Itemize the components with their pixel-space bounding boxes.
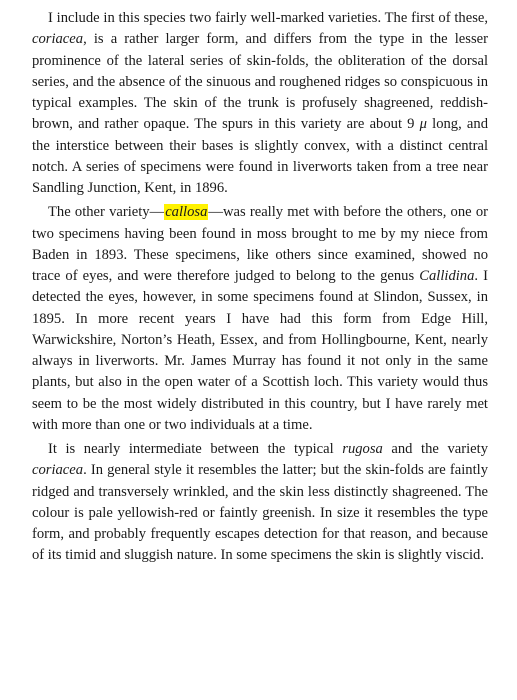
- italic-term: coriacea: [32, 462, 84, 479]
- italic-term: μ: [419, 116, 427, 133]
- text-run: —was really met with before the others, one or two specimens having been found in moss brought to me by my niece from Baden in 1893. These specimens, like others since examined, showed no trace of eyes, and were therefore judged to belong to the genus: [32, 204, 488, 284]
- text-run: . In general style it resembles the latter; but the skin-folds are faintly ridged and transversely wrinkled, and the skin less distinctly shagreened. The colour is pale yellowish-red or faintly greenish. In size it resembles the type form, and probably frequently escapes detection for that reason, and because of its timid and sluggish nature. In some specimens the skin is slightly viscid.: [32, 462, 488, 564]
- text-run: The other variety—: [48, 204, 165, 221]
- highlighted-term: callosa: [165, 204, 208, 221]
- paragraph-intermediate-form: [32, 439, 488, 567]
- text-run: . I detected the eyes, however, in some specimens found at Slindon, Sussex, in 1895. In more recent years I have had this form from Edge Hill, Warwickshire, Norton’s Heath, Essex, and from Hollingbourne, Kent, nearly always in liverworts. Mr. James Murray has found it not only in the same plants, but also in the open water of a Scottish loch. This variety would thus seem to be the most widely distributed in this country, but I have rarely met with more than one or two individuals at a time.: [32, 268, 488, 433]
- paragraph-varieties-intro: [32, 8, 488, 199]
- text-run: , is a rather larger form, and differs from the type in the lesser prominence of the lateral series of skin-folds, the obliteration of the dorsal series, and the absence of the sinuous and roughened ridges so conspicuous in typical examples. The skin of the trunk is profusely shagreened, reddish-brown, and rather opaque. The spurs in this variety are about 9: [32, 31, 488, 133]
- text-run: I include in this species two fairly well-marked varieties. The first of these,: [48, 10, 488, 26]
- text-run: long, and the interstice between their bases is slightly convex, with a distinct central notch. A series of specimens were found in liverworts taken from a tree near Sandling Junction, Kent, in 1896.: [32, 116, 488, 196]
- text-run: It is nearly intermediate between the typical: [48, 441, 343, 457]
- document-page: [32, 8, 488, 570]
- text-run: and the variety: [382, 441, 488, 457]
- paragraph-callosa-variety: [32, 202, 488, 436]
- italic-term: rugosa: [342, 441, 383, 457]
- italic-term: Callidina: [419, 268, 475, 284]
- italic-term: coriacea: [32, 31, 84, 48]
